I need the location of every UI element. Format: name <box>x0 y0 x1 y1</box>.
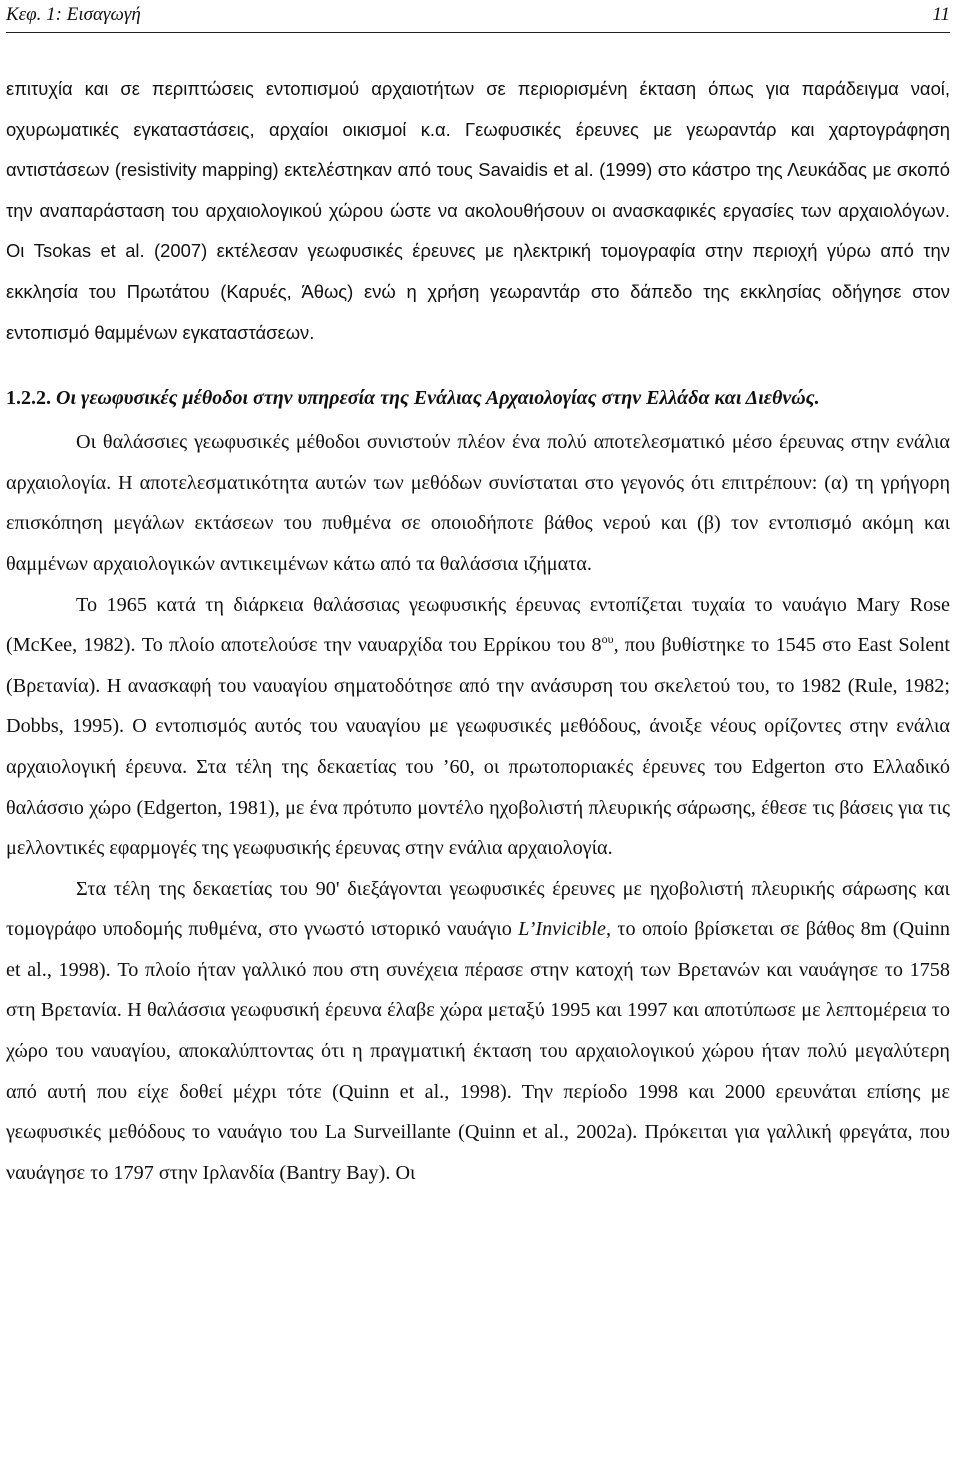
paragraph-4-part-b: , το οποίο βρίσκεται σε βάθος 8m (Quinn et al., 1998). Το πλοίο ήταν γαλλικό που στη συνέχεια πέρασε στην κατοχή των Βρετανών και ναυάγησε το 1758 στη Βρετανία. Η θαλάσσια γεωφυσική έρευνα έλαβε χώρα μεταξύ 1995 και 1997 και αποτύπωσε με λεπτομέρεια το χώρο του ναυαγίου, αποκαλύπτοντας ότι η πραγματική έκταση του αρχαιολογικού χώρου ήταν πολύ μεγαλύτερη από αυτή που είχε δοθεί μέχρι τότε (Quinn et al., 1998). Την περίοδο 1998 και 2000 ερευνάται επίσης με γεωφυσικές μεθόδους το ναυάγιο του La Surveillante (Quinn et al., 2002a). Πρόκειται για γαλλική φρεγάτα, που ναυάγησε το 1797 στην Ιρλανδία (Bantry Bay). Οι <box>6 918 950 1184</box>
ship-name-italic: L’Invicible <box>518 918 606 941</box>
chapter-title: Κεφ. 1: Εισαγωγή <box>6 4 141 25</box>
ordinal-superscript: ου <box>601 632 614 647</box>
paragraph-3-part-b: , που βυθίστηκε το 1545 στο East Solent (Βρετανία). Η ανασκαφή του ναυαγίου σηματοδότησε από την ανάσυρση του σκελετού του, το 1982 (Rule, 1982; Dobbs, 1995). Ο εντοπισμός αυτός του ναυαγίου με γεωφυσικές μεθόδους, άνοιξε νέους ορίζοντες στην ενάλια αρχαιολογική έρευνα. Στα τέλη της δεκαετίας του ’60, οι πρωτοποριακές έρευνες του Edgerton στο Ελλαδικό θαλάσσιο χώρο (Edgerton, 1981), με ένα πρότυπο μοντέλο ηχοβολιστή πλευρικής σάρωσης, έθεσε τις βάσεις για τις μελλοντικές εφαρμογές της γεωφυσικής έρευνας στην ενάλια αρχαιολογία. <box>6 634 951 860</box>
paragraph-2: Οι θαλάσσιες γεωφυσικές μέθοδοι συνιστούν πλέον ένα πολύ αποτελεσματικό μέσο έρευνας στην ενάλια αρχαιολογία. Η αποτελεσματικότητα αυτών των μεθόδων συνίσταται στο γεγονός ότι επιτρέπουν: (α) τη γρήγορη επισκόπηση μεγάλων εκτάσεων του πυθμένα σε οποιοδήποτε βάθος νερού και (β) τον εντοπισμό ακόμη και θαμμένων αρχαιολογικών αντικειμένων κάτω από τα θαλάσσια ιζήματα. <box>6 431 950 575</box>
paragraph-4-part-a: Στα τέλη της δεκαετίας του 90' διεξάγονται γεωφυσικές έρευνες με ηχοβολιστή πλευρικής σάρωσης και τομογράφο υποδομής πυθμένα, στο γνωστό ιστορικό ναυάγιο <box>6 877 950 941</box>
paragraph-4 <box>6 869 950 1194</box>
section-heading <box>6 380 950 416</box>
paragraph-3-part-a: Το 1965 κατά τη διάρκεια θαλάσσιας γεωφυσικής έρευνας εντοπίζεται τυχαία το ναυάγιο Mary Rose (McKee, 1982). Το πλοίο αποτελούσε την ναυαρχίδα του Ερρίκου του 8 <box>6 593 950 657</box>
section-number: 1.2.2. <box>6 387 51 410</box>
page-number: 11 <box>932 4 950 25</box>
page-header <box>6 0 950 33</box>
page-body <box>6 69 950 1193</box>
section-title: Οι γεωφυσικές μέθοδοι στην υπηρεσία της Ενάλιας Αρχαιολογίας στην Ελλάδα και Διεθνώς. <box>56 387 820 410</box>
spacer <box>6 353 950 380</box>
paragraph-1: επιτυχία και σε περιπτώσεις εντοπισμού αρχαιοτήτων σε περιορισμένη έκταση όπως για παράδειγμα ναοί, οχυρωματικές εγκαταστάσεις, αρχαίοι οικισμοί κ.α. Γεωφυσικές έρευνες με γεωραντάρ και χαρτογράφηση αντιστάσεων (resistivity mapping) εκτελέστηκαν από τους Savaidis et al. (1999) στο κάστρο της Λευκάδας με σκοπό την αναπαράσταση του αρχαιολογικού χώρου ώστε να ακολουθήσουν οι ανασκαφικές εργασίες των αρχαιολόγων. Οι Tsokas et al. (2007) εκτέλεσαν γεωφυσικές έρευνες με ηλεκτρική τομογραφία στην περιοχή γύρω από την εκκλησία του Πρωτάτου (Καρυές, Άθως) ενώ η χρήση γεωραντάρ στο δάπεδο της εκκλησίας οδήγησε στον εντοπισμό θαμμένων εγκαταστάσεων. <box>6 78 950 343</box>
paragraph-3 <box>6 585 950 869</box>
